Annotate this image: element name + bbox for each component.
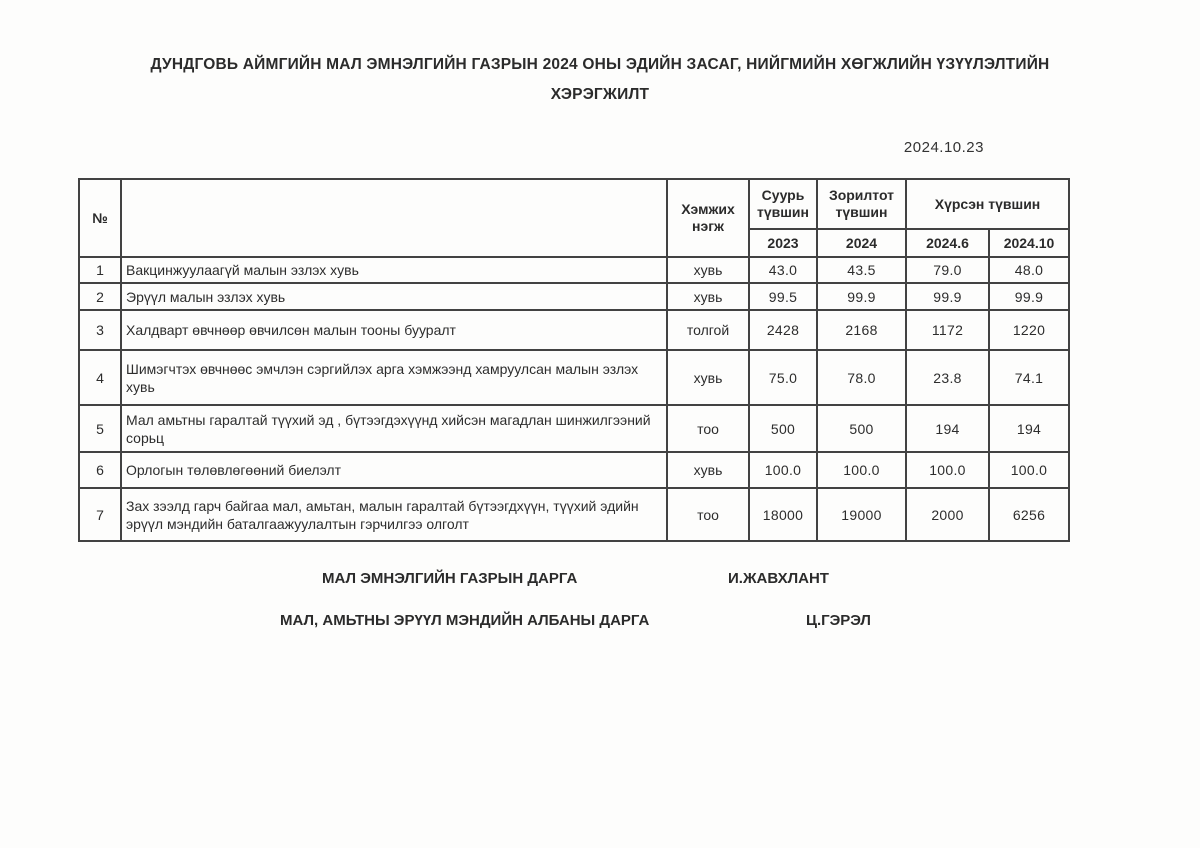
cell-unit: хувь (667, 257, 749, 283)
signature-name-2: Ц.ГЭРЭЛ (806, 612, 871, 629)
document-title-line1: ДУНДГОВЬ АЙМГИЙН МАЛ ЭМНЭЛГИЙН ГАЗРЫН 2024 ОНЫ ЭДИЙН ЗАСАГ, НИЙГМИЙН ХӨГЖЛИЙН ҮЗҮҮЛЭЛТИЙН (150, 56, 1050, 73)
cell-row-number: 4 (79, 350, 121, 405)
header-2024-6: 2024.6 (906, 229, 989, 257)
cell-base-2023: 99.5 (749, 283, 817, 310)
header-indicator (121, 179, 667, 257)
cell-base-2023: 100.0 (749, 452, 817, 488)
cell-base-2023: 43.0 (749, 257, 817, 283)
cell-indicator: Орлогын төлөвлөгөөний биелэлт (121, 452, 667, 488)
cell-base-2023: 18000 (749, 488, 817, 541)
cell-indicator: Вакцинжуулаагүй малын эзлэх хувь (121, 257, 667, 283)
signature-title-1: МАЛ ЭМНЭЛГИЙН ГАЗРЫН ДАРГА (322, 570, 578, 587)
cell-indicator: Мал амьтны гаралтай түүхий эд , бүтээгдэхүүнд хийсэн магадлан шинжилгээний сорьц (121, 405, 667, 452)
cell-row-number: 1 (79, 257, 121, 283)
indicator-table (78, 178, 1070, 542)
cell-indicator: Эрүүл малын эзлэх хувь (121, 283, 667, 310)
cell-indicator: Зах зээлд гарч байгаа мал, амьтан, малын гаралтай бүтээгдхүүн, түүхий эдийн эрүүл мэндийн баталгаажуулалтын гэрчилгээ олголт (121, 488, 667, 541)
cell-target-2024: 100.0 (817, 452, 906, 488)
table-row (79, 283, 1069, 310)
cell-unit: хувь (667, 283, 749, 310)
table-row (79, 405, 1069, 452)
header-no: № (79, 179, 121, 257)
header-achieved-level: Хүрсэн түвшин (906, 179, 1069, 229)
table-row (79, 310, 1069, 350)
cell-achieved-2024-10: 100.0 (989, 452, 1069, 488)
cell-target-2024: 43.5 (817, 257, 906, 283)
signature-line-1 (0, 570, 1200, 592)
cell-row-number: 7 (79, 488, 121, 541)
header-base-level: Суурь түвшин (749, 179, 817, 229)
header-target-level: Зорилтот түвшин (817, 179, 906, 229)
cell-achieved-2024-6: 1172 (906, 310, 989, 350)
cell-achieved-2024-10: 6256 (989, 488, 1069, 541)
cell-row-number: 2 (79, 283, 121, 310)
indicator-table-header (79, 179, 1069, 257)
cell-achieved-2024-6: 79.0 (906, 257, 989, 283)
document-title (60, 50, 1140, 110)
table-row (79, 257, 1069, 283)
cell-achieved-2024-10: 74.1 (989, 350, 1069, 405)
cell-indicator: Халдварт өвчнөөр өвчилсөн малын тооны бууралт (121, 310, 667, 350)
cell-unit: тоо (667, 488, 749, 541)
signature-name-1: И.ЖАВХЛАНТ (728, 570, 829, 587)
document-date: 2024.10.23 (903, 139, 984, 156)
header-2024-10: 2024.10 (989, 229, 1069, 257)
cell-achieved-2024-6: 23.8 (906, 350, 989, 405)
cell-unit: хувь (667, 452, 749, 488)
table-row (79, 452, 1069, 488)
cell-base-2023: 75.0 (749, 350, 817, 405)
cell-row-number: 5 (79, 405, 121, 452)
cell-achieved-2024-10: 194 (989, 405, 1069, 452)
cell-target-2024: 19000 (817, 488, 906, 541)
cell-achieved-2024-6: 2000 (906, 488, 989, 541)
table-row (79, 350, 1069, 405)
cell-unit: хувь (667, 350, 749, 405)
cell-achieved-2024-6: 99.9 (906, 283, 989, 310)
cell-indicator: Шимэгчтэх өвчнөөс эмчлэн сэргийлэх арга хэмжээнд хамруулсан малын эзлэх хувь (121, 350, 667, 405)
table-row (79, 488, 1069, 541)
document-title-line2: ХЭРЭГЖИЛТ (550, 86, 650, 103)
cell-base-2023: 2428 (749, 310, 817, 350)
cell-row-number: 3 (79, 310, 121, 350)
cell-base-2023: 500 (749, 405, 817, 452)
header-unit: Хэмжих нэгж (667, 179, 749, 257)
signature-line-2 (0, 612, 1200, 634)
cell-unit: толгой (667, 310, 749, 350)
cell-achieved-2024-10: 1220 (989, 310, 1069, 350)
cell-row-number: 6 (79, 452, 121, 488)
cell-achieved-2024-10: 99.9 (989, 283, 1069, 310)
header-year-2023: 2023 (749, 229, 817, 257)
cell-target-2024: 2168 (817, 310, 906, 350)
signature-title-2: МАЛ, АМЬТНЫ ЭРҮҮЛ МЭНДИЙН АЛБАНЫ ДАРГА (280, 612, 650, 629)
cell-achieved-2024-6: 100.0 (906, 452, 989, 488)
cell-achieved-2024-10: 48.0 (989, 257, 1069, 283)
cell-unit: тоо (667, 405, 749, 452)
cell-achieved-2024-6: 194 (906, 405, 989, 452)
header-year-2024: 2024 (817, 229, 906, 257)
cell-target-2024: 78.0 (817, 350, 906, 405)
cell-target-2024: 99.9 (817, 283, 906, 310)
cell-target-2024: 500 (817, 405, 906, 452)
indicator-table-body (79, 257, 1069, 541)
